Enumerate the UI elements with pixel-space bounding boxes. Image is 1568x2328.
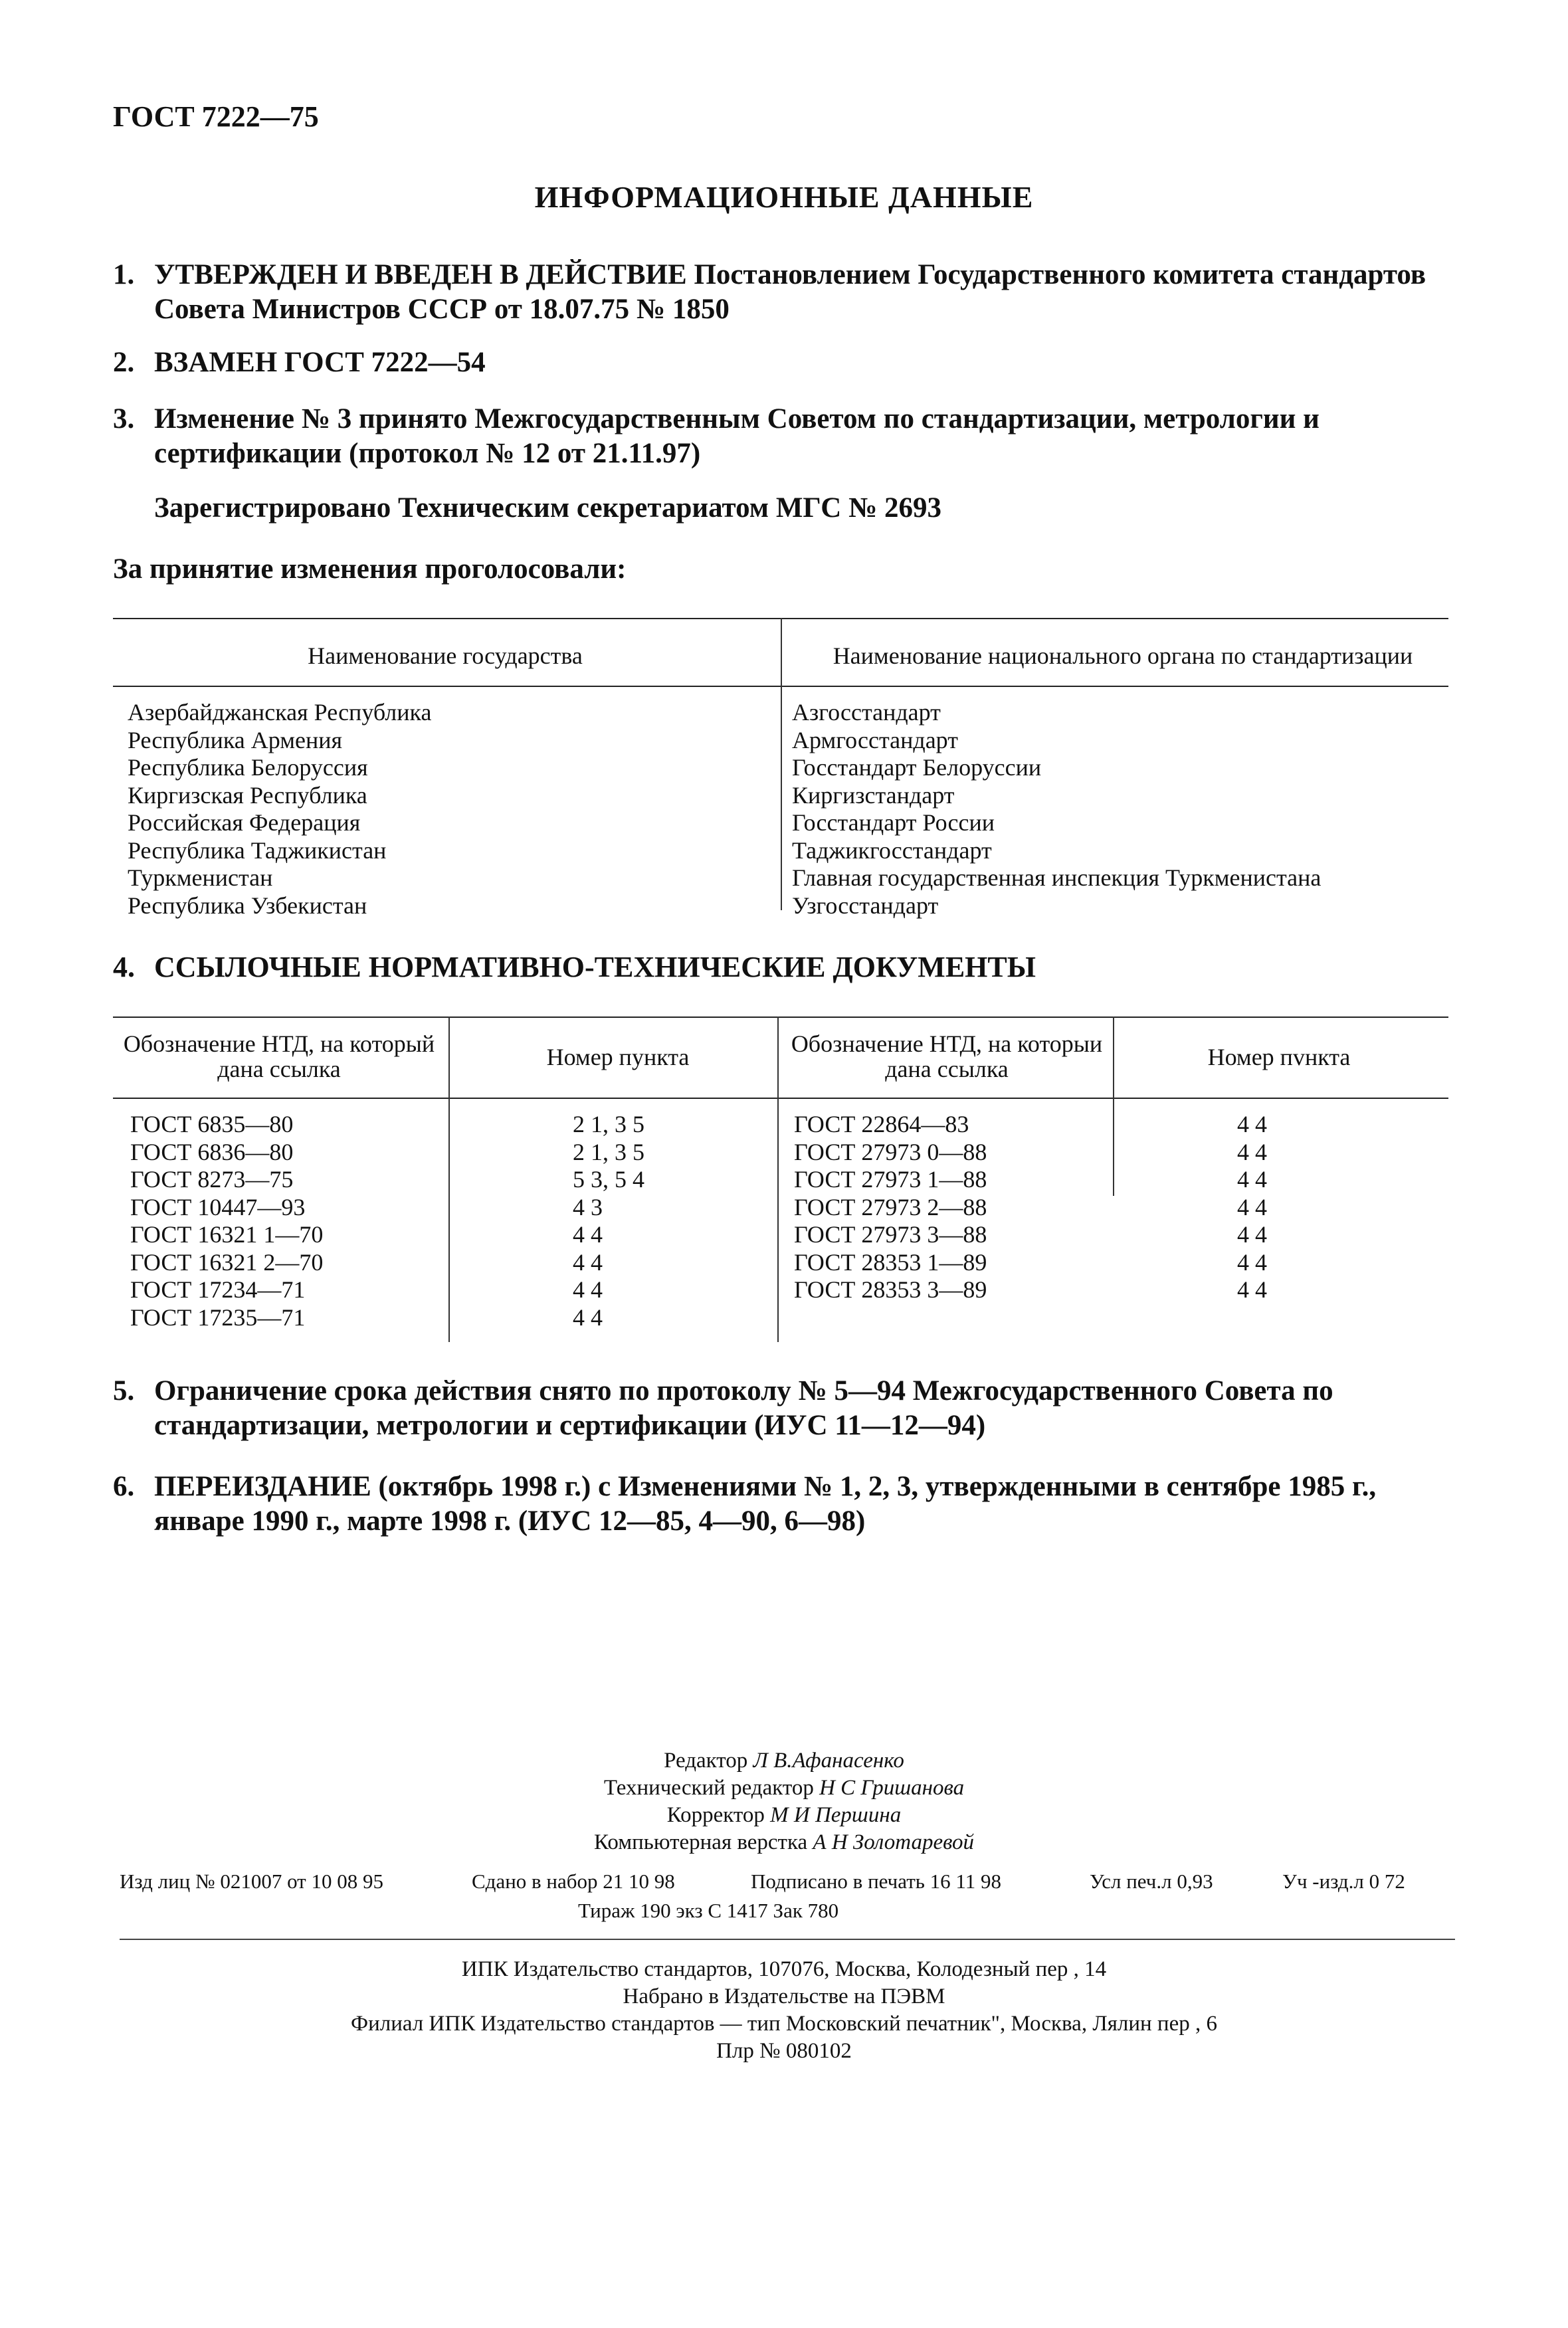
table-cell: Азгосстандарт xyxy=(792,699,941,726)
column-divider xyxy=(1113,1017,1114,1196)
table-cell: Азербайджанская Республика xyxy=(128,699,432,726)
divider-line xyxy=(120,1939,1455,1940)
page-title: ИНФОРМАЦИОННЫЕ ДАННЫЕ xyxy=(534,180,1034,214)
table-cell: Республика Армения xyxy=(128,726,343,753)
column-header-body: Наименование национального органа по стандартизации xyxy=(833,642,1413,669)
table-cell: ГОСТ 27973 0—88 xyxy=(794,1138,987,1165)
publisher-line: ИПК Издательство стандартов, 107076, Москва, Колодезный пер , 14 xyxy=(461,1957,1107,1981)
item-text: Изменение № 3 принято Межгосударственным Советом по стандартизации, метрологии и сертификации (протокол № 12 от 21.11.97) xyxy=(154,403,1320,469)
table-cell: ГОСТ 6836—80 xyxy=(130,1138,294,1165)
info-item-3 xyxy=(113,402,1455,471)
credit-tech-editor xyxy=(0,1775,1568,1802)
column-header-clause-right: Номер пvнкта xyxy=(1207,1044,1351,1070)
column-divider xyxy=(781,618,782,910)
table-cell: ГОСТ 27973 1—88 xyxy=(794,1166,987,1193)
table-cell: Киргизская Республика xyxy=(128,781,367,809)
table-cell: 4 4 xyxy=(573,1248,603,1276)
table-cell: 2 1, 3 5 xyxy=(573,1111,644,1137)
table-cell: ГОСТ 8273—75 xyxy=(130,1166,294,1193)
table-cell: 4 4 xyxy=(573,1276,603,1303)
item-number: 1. xyxy=(113,259,135,290)
ref-clauses-left xyxy=(573,1111,644,1331)
table-cell: Таджикгосстандарт xyxy=(792,836,992,864)
registration-note: Зарегистрировано Техническим секретариатом МГС № 2693 xyxy=(154,492,941,524)
table-cell: ГОСТ 28353 1—89 xyxy=(794,1248,987,1276)
voted-label: За принятие изменения проголосовали: xyxy=(113,553,627,585)
section-title: ССЫЛОЧНЫЕ НОРМАТИВНО-ТЕХНИЧЕСКИЕ ДОКУМЕНТЫ xyxy=(154,951,1036,983)
table-cell: 4 4 xyxy=(1237,1193,1267,1220)
section-4-heading xyxy=(113,950,1036,984)
column-header-doc-left: Обозначение НТД, на который дана ссылка xyxy=(123,1030,435,1082)
table-cell: 4 4 xyxy=(573,1304,603,1331)
table-cell: ГОСТ 16321 1—70 xyxy=(130,1221,324,1248)
column-header-clause-left: Номер пункта xyxy=(546,1044,690,1070)
table-cell: ГОСТ 10447—93 xyxy=(130,1193,306,1220)
ref-docs-left xyxy=(130,1111,323,1331)
column-header-state: Наименование государства xyxy=(308,642,583,669)
item-text: Ограничение срока действия снято по протоколу № 5—94 Межгосударственного Совета по стандартизации, метрологии и сертификации (ИУС 11—12—94) xyxy=(154,1375,1333,1441)
table-cell: 4 4 xyxy=(1237,1111,1267,1137)
references-table-header xyxy=(113,1017,1448,1099)
table-cell: Армгосстандарт xyxy=(792,726,958,753)
imprint-sent: Сдано в набор 21 10 98 xyxy=(472,1870,675,1893)
table-cell: Главная государственная инспекция Туркменистана xyxy=(792,864,1322,891)
table-cell: 4 4 xyxy=(1237,1166,1267,1193)
table-cell: Киргизстандарт xyxy=(792,781,955,809)
imprint-signed: Подписано в печать 16 11 98 xyxy=(751,1870,1001,1893)
imprint-run: Тираж 190 экз С 1417 Зак 780 xyxy=(578,1899,839,1922)
document-code: ГОСТ 7222—75 xyxy=(113,100,319,133)
table-cell: 4 4 xyxy=(1237,1248,1267,1276)
table-cell: ГОСТ 27973 2—88 xyxy=(794,1193,987,1220)
editorial-credits xyxy=(0,1747,1568,1856)
item-number: 3. xyxy=(113,403,135,435)
imprint-sheets: Усл печ.л 0,93 xyxy=(1090,1870,1213,1893)
table-cell: ГОСТ 17235—71 xyxy=(130,1304,306,1331)
states-column xyxy=(128,699,431,920)
credit-layout xyxy=(0,1829,1568,1856)
publisher-line: Плр № 080102 xyxy=(716,2039,852,2063)
table-cell: Туркменистан xyxy=(128,864,273,891)
credit-role: Компьютерная верстка xyxy=(594,1830,808,1854)
table-cell: Госстандарт России xyxy=(792,809,995,836)
item-text: ПЕРЕИЗДАНИЕ (октябрь 1998 г.) с Изменениями № 1, 2, 3, утвержденными в сентябре 1985 г., январе 1990 г., марте 1998 г. (ИУС 12—85, 4—90, 6—98) xyxy=(154,1471,1377,1537)
publisher-line: Филиал ИПК Издательство стандартов — тип Московский печатник", Москва, Лялин пер , 6 xyxy=(351,2012,1217,2036)
item-number: 5. xyxy=(113,1375,135,1406)
credit-name: Н С Гришанова xyxy=(819,1776,965,1800)
imprint-license: Изд лиц № 021007 от 10 08 95 xyxy=(120,1870,383,1893)
credit-editor xyxy=(0,1747,1568,1775)
credit-role: Редактор xyxy=(664,1749,748,1773)
section-number: 4. xyxy=(113,951,135,983)
info-item-1 xyxy=(113,258,1455,327)
item-number: 2. xyxy=(113,347,135,378)
table-cell: 4 4 xyxy=(1237,1221,1267,1248)
column-divider xyxy=(448,1017,450,1342)
item-text: ВЗАМЕН ГОСТ 7222—54 xyxy=(154,347,486,378)
publisher-line: Набрано в Издательстве на ПЭВМ xyxy=(623,1985,945,2008)
table-cell: ГОСТ 28353 3—89 xyxy=(794,1276,987,1303)
table-cell: 5 3, 5 4 xyxy=(573,1166,644,1193)
table-cell: ГОСТ 17234—71 xyxy=(130,1276,306,1303)
table-cell: Госстандарт Белоруссии xyxy=(792,754,1042,781)
credit-proofreader xyxy=(0,1802,1568,1829)
credit-name: М И Першина xyxy=(770,1803,902,1827)
info-item-5 xyxy=(113,1374,1455,1443)
ref-clauses-right xyxy=(1237,1111,1267,1304)
table-cell: ГОСТ 16321 2—70 xyxy=(130,1248,324,1276)
table-cell: Российская Федерация xyxy=(128,809,361,836)
table-cell: ГОСТ 6835—80 xyxy=(130,1111,294,1137)
table-cell: Республика Узбекистан xyxy=(128,892,367,919)
credit-role: Технический редактор xyxy=(603,1776,814,1800)
table-cell: 4 4 xyxy=(1237,1276,1267,1303)
item-number: 6. xyxy=(113,1471,135,1502)
credit-name: А Н Золотаревой xyxy=(813,1830,974,1854)
table-cell: ГОСТ 22864—83 xyxy=(794,1111,969,1137)
table-cell: 4 3 xyxy=(573,1193,603,1220)
table-cell: 4 4 xyxy=(1237,1138,1267,1165)
table-cell: Узгосстандарт xyxy=(792,892,939,919)
publisher-info xyxy=(0,1956,1568,2065)
info-item-2 xyxy=(113,345,1455,380)
credit-name: Л В.Афанасенко xyxy=(753,1749,904,1773)
ref-docs-right xyxy=(794,1111,987,1304)
info-item-6 xyxy=(113,1470,1455,1539)
column-header-doc-right: Обозначение НТД, на которыи дана ссылка xyxy=(791,1030,1103,1082)
table-cell: Республика Белоруссия xyxy=(128,754,368,781)
bodies-column xyxy=(792,699,1321,920)
column-divider xyxy=(777,1017,779,1342)
table-cell: Республика Таджикистан xyxy=(128,836,387,864)
item-text: УТВЕРЖДЕН И ВВЕДЕН В ДЕЙСТВИЕ Постановлением Государственного комитета стандартов Совета Министров СССР от 18.07.75 № 1850 xyxy=(154,259,1426,325)
imprint-pub-sheets: Уч -изд.л 0 72 xyxy=(1282,1870,1405,1893)
credit-role: Корректор xyxy=(666,1803,765,1827)
table-cell: 2 1, 3 5 xyxy=(573,1138,644,1165)
table-cell: 4 4 xyxy=(573,1221,603,1248)
table-cell: ГОСТ 27973 3—88 xyxy=(794,1221,987,1248)
